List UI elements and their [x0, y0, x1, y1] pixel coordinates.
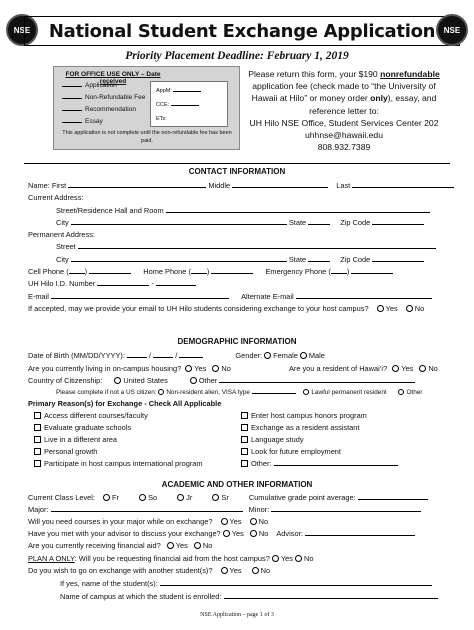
female-radio[interactable]	[264, 352, 271, 359]
middle-name-label: Middle	[208, 181, 231, 190]
ets-field	[156, 116, 167, 122]
office-email: uhhnse@hawaii.edu	[304, 130, 383, 141]
us-label: United States	[123, 376, 168, 385]
female-label: Female	[273, 351, 298, 360]
reason-honors	[241, 411, 367, 420]
permanent-zip-field[interactable]	[372, 255, 424, 262]
reason-label: Language study	[251, 435, 304, 444]
other-citizenship-radio[interactable]	[190, 377, 197, 384]
other-status-radio[interactable]	[398, 389, 404, 395]
plan-a-row	[28, 554, 313, 563]
return-text-bold: only	[370, 93, 388, 104]
dob-month-field[interactable]	[127, 351, 147, 358]
minor-label: Minor:	[248, 505, 270, 514]
office-use-box	[53, 66, 240, 150]
advisor-yes-radio[interactable]	[223, 530, 230, 537]
campus-enrolled-field[interactable]	[224, 592, 438, 599]
office-phone: 808.932.7389	[317, 142, 371, 153]
sr-label: Sr	[221, 493, 229, 502]
return-text-bold: nonrefundable	[380, 69, 440, 79]
yes-label: Yes	[229, 517, 242, 526]
city-label: City	[56, 218, 69, 227]
no-label: No	[428, 364, 438, 373]
fr-label: Fr	[112, 493, 119, 502]
current-city-field[interactable]	[71, 218, 287, 225]
major-label: Major:	[28, 505, 49, 514]
logo-text: NSE	[443, 25, 461, 35]
uh-id-label: UH Hilo I.D. Number	[28, 279, 96, 288]
on-campus-no-radio[interactable]	[212, 365, 219, 372]
divider	[24, 163, 450, 164]
zip-label: Zip Code	[340, 255, 371, 264]
other-status-label: Other	[406, 389, 423, 396]
visa-type-field[interactable]	[252, 388, 296, 394]
advisor-row	[28, 529, 415, 538]
plan-a-question: : Will you be requesting financial aid from the host campus?	[74, 554, 270, 563]
plan-a-no-radio[interactable]	[295, 555, 302, 562]
office-item-fee	[62, 94, 145, 101]
page-footer: NSE Application – page 1 of 3	[200, 612, 274, 618]
phone-row: Cell Phone ( ) Home Phone ( ) Emergency Phone ( )	[28, 267, 393, 276]
resident-question: Are you a resident of Hawai’i?	[288, 364, 388, 373]
class-level-label: Current Class Level:	[28, 493, 95, 502]
office-item-application	[62, 82, 117, 89]
male-radio[interactable]	[300, 352, 307, 359]
reason-checkbox[interactable]	[34, 424, 41, 431]
state-label: State	[288, 218, 307, 227]
advisor-field[interactable]	[305, 529, 415, 536]
dob-gender-row: Date of Birth (MM/DD/YYYY): / / Gender: Female Male	[28, 351, 325, 360]
current-street-field[interactable]	[166, 206, 430, 213]
plan-a-yes-radio[interactable]	[272, 555, 279, 562]
street-residence-label: Street/Residence Hall and Room	[56, 206, 164, 215]
home-phone-label: Home Phone	[143, 267, 187, 276]
name-row	[28, 181, 454, 190]
student-names-label: If yes, name of the student(s):	[60, 579, 158, 588]
advisor-no-radio[interactable]	[250, 530, 257, 537]
yes-label: Yes	[401, 364, 414, 373]
alt-email-label: Alternate E-mail	[241, 292, 294, 301]
office-item-label: Non-Refundable Fee	[85, 94, 146, 101]
zip-label: Zip Code	[340, 218, 371, 227]
reason-label: Enter host campus honors program	[251, 411, 367, 420]
yes-label: Yes	[229, 566, 242, 575]
permanent-street-row	[56, 242, 436, 251]
advisor-question: Have you met with your advisor to discuss your exchange?	[28, 529, 221, 538]
last-name-label: Last	[336, 181, 351, 190]
yes-label: Yes	[231, 529, 244, 538]
fr-radio[interactable]	[103, 494, 110, 501]
emergency-area-field[interactable]	[331, 267, 347, 274]
office-item-label: Application	[85, 82, 117, 89]
major-field[interactable]	[51, 505, 243, 512]
reason-grad-schools	[34, 423, 131, 432]
reason-checkbox[interactable]	[241, 436, 248, 443]
housing-row	[28, 364, 438, 373]
other-citizenship-field[interactable]	[219, 376, 415, 383]
emergency-phone-label: Emergency Phone	[265, 267, 327, 276]
lawful-resident-radio[interactable]	[303, 389, 309, 395]
city-label: City	[56, 255, 69, 264]
ets-label: ETs:	[156, 116, 167, 122]
major-courses-question: Will you need courses in your major while on exchange?	[28, 517, 213, 526]
reason-other-field[interactable]	[274, 459, 398, 466]
dob-year-field[interactable]	[179, 351, 203, 358]
permanent-address-label: Permanent Address:	[28, 230, 95, 239]
so-label: So	[148, 493, 158, 502]
nonresident-label: Non-resident alien, VISA type	[166, 389, 250, 396]
deadline-text: Priority Placement Deadline: February 1, 2019	[125, 50, 349, 62]
reason-checkbox[interactable]	[241, 448, 248, 455]
current-city-row	[56, 218, 424, 227]
reason-checkbox[interactable]	[34, 460, 41, 467]
first-name-label: Name: First	[28, 181, 67, 190]
header-banner	[24, 16, 460, 46]
no-label: No	[414, 304, 425, 313]
first-name-field[interactable]	[68, 181, 206, 188]
reason-checkbox[interactable]	[241, 460, 248, 467]
consent-no-radio[interactable]	[406, 305, 413, 312]
cce-field	[156, 102, 199, 108]
return-text: application fee (check made to “the University of Hawaii at Hilo” or money order	[251, 81, 436, 104]
lawful-resident-label: Lawful permanent resident	[311, 389, 387, 396]
cell-area-field[interactable]	[69, 267, 85, 274]
reason-label: Personal growth	[44, 447, 98, 456]
permanent-street-field[interactable]	[78, 242, 436, 249]
financial-aid-row	[28, 541, 212, 550]
reason-label: Other:	[251, 459, 272, 468]
so-radio[interactable]	[139, 494, 146, 501]
reason-checkbox[interactable]	[241, 412, 248, 419]
jr-radio[interactable]	[177, 494, 184, 501]
reason-checkbox[interactable]	[34, 448, 41, 455]
current-zip-field[interactable]	[372, 218, 424, 225]
cce-label: CCE:	[156, 102, 170, 108]
yes-label: Yes	[385, 304, 398, 313]
reason-label: Exchange as a resident assistant	[251, 423, 360, 432]
contact-section-title: CONTACT INFORMATION	[188, 167, 286, 176]
jr-label: Jr	[186, 493, 193, 502]
resident-yes-radio[interactable]	[392, 365, 399, 372]
reason-label: Evaluate graduate schools	[44, 423, 132, 432]
resident-no-radio[interactable]	[419, 365, 426, 372]
reason-courses	[34, 411, 148, 420]
reason-label: Look for future employment	[251, 447, 341, 456]
current-state-field[interactable]	[308, 218, 330, 225]
financial-aid-question: Are you currently receiving financial aid?	[28, 541, 161, 550]
office-use-title: FOR OFFICE USE ONLY – Date received	[65, 71, 161, 85]
permanent-state-field[interactable]	[308, 255, 330, 262]
email-label: E-mail	[28, 292, 49, 301]
middle-name-field[interactable]	[232, 181, 328, 188]
student-names-field[interactable]	[160, 579, 432, 586]
cell-phone-label: Cell Phone	[28, 267, 65, 276]
major-minor-row	[28, 505, 421, 514]
appm-field	[156, 88, 201, 94]
office-item-label: Essay	[85, 118, 103, 125]
office-item-label: Recommendation	[85, 106, 136, 113]
financial-aid-no-radio[interactable]	[194, 542, 201, 549]
uh-id-field[interactable]	[97, 279, 149, 286]
page-title: National Student Exchange Application	[48, 20, 436, 42]
reason-checkbox[interactable]	[241, 424, 248, 431]
email-consent-question: If accepted, may we provide your email to UH Hilo students considering exchange to your host campus?	[28, 304, 369, 313]
non-us-note: Please complete if not a US citizen:	[56, 389, 157, 396]
uh-id-suffix-field[interactable]	[156, 279, 196, 286]
street-label: Street	[56, 242, 76, 251]
reason-different-area	[34, 435, 117, 444]
with-student-yes-radio[interactable]	[221, 567, 228, 574]
with-student-no-radio[interactable]	[252, 567, 259, 574]
major-courses-no-radio[interactable]	[250, 518, 257, 525]
emergency-phone-field[interactable]	[351, 267, 393, 274]
dob-day-field[interactable]	[153, 351, 173, 358]
reason-checkbox[interactable]	[34, 436, 41, 443]
gpa-label: Cumulative grade point average:	[248, 493, 356, 502]
us-radio[interactable]	[114, 377, 121, 384]
no-label: No	[202, 541, 213, 550]
minor-field[interactable]	[271, 505, 421, 512]
reason-language-study	[241, 435, 304, 444]
yes-label: Yes	[280, 554, 293, 563]
on-campus-yes-radio[interactable]	[185, 365, 192, 372]
office-item-recommendation	[62, 106, 136, 113]
last-name-field[interactable]	[352, 181, 454, 188]
sr-radio[interactable]	[212, 494, 219, 501]
reason-personal-growth	[34, 447, 97, 456]
no-label: No	[258, 517, 269, 526]
gender-label: Gender:	[235, 351, 263, 360]
office-item-essay	[62, 118, 103, 125]
reason-label: Live in a different area	[44, 435, 117, 444]
male-label: Male	[308, 351, 325, 360]
office-note: This application is not complete until the non-refundable fee has been paid.	[62, 130, 232, 144]
reason-international-program	[34, 459, 203, 468]
permanent-city-field[interactable]	[71, 255, 287, 262]
yes-label: Yes	[175, 541, 188, 550]
return-text: ), essay, and reference letter to:	[309, 93, 437, 116]
financial-aid-yes-radio[interactable]	[167, 542, 174, 549]
with-student-question: Do you wish to go on exchange with another student(s)?	[28, 566, 213, 575]
cell-phone-field[interactable]	[89, 267, 131, 274]
dob-label: Date of Birth (MM/DD/YYYY):	[28, 351, 125, 360]
no-label: No	[221, 364, 231, 373]
home-phone-field[interactable]	[211, 267, 253, 274]
current-address-label: Current Address:	[28, 193, 84, 202]
home-area-field[interactable]	[191, 267, 207, 274]
reason-label: Access different courses/faculty	[44, 411, 148, 420]
nonresident-radio[interactable]	[158, 389, 164, 395]
return-text: Please return this form, your $190	[248, 69, 381, 79]
current-street-row	[56, 206, 430, 215]
logo-text: NSE	[13, 25, 31, 35]
major-courses-yes-radio[interactable]	[221, 518, 228, 525]
appm-label: AppM:	[156, 88, 172, 94]
email-row	[28, 292, 432, 301]
gpa-field[interactable]	[358, 493, 428, 500]
on-campus-question: Are you currently living in on-campus housing?	[28, 364, 182, 373]
email-field[interactable]	[51, 292, 229, 299]
no-label: No	[260, 566, 271, 575]
appm-box	[150, 81, 228, 127]
campus-enrolled-row	[60, 592, 438, 601]
class-level-row	[28, 493, 428, 502]
yes-label: Yes	[194, 364, 207, 373]
uh-id-row: UH Hilo I.D. Number -	[28, 279, 196, 288]
demographic-section-title: DEMOGRAPHIC INFORMATION	[177, 337, 297, 346]
non-us-row	[56, 388, 422, 396]
reasons-title: Primary Reason(s) for Exchange - Check All Applicable	[28, 399, 222, 408]
advisor-label: Advisor:	[276, 529, 304, 538]
office-address: UH Hilo NSE Office, Student Services Center 202	[249, 117, 439, 128]
no-label: No	[258, 529, 269, 538]
alt-email-field[interactable]	[296, 292, 432, 299]
major-courses-row	[28, 517, 268, 526]
return-instructions	[246, 68, 442, 153]
student-names-row	[60, 579, 432, 588]
reason-resident-assistant	[241, 423, 359, 432]
state-label: State	[288, 255, 307, 264]
plan-a-label: PLAN A ONLY	[28, 554, 75, 563]
reason-checkbox[interactable]	[34, 412, 41, 419]
no-label: No	[304, 554, 314, 563]
campus-enrolled-label: Name of campus at which the student is enrolled:	[60, 592, 222, 601]
permanent-city-row	[56, 255, 424, 264]
exchange-with-student-row	[28, 566, 270, 575]
nse-logo-right	[436, 14, 468, 46]
citizenship-row	[28, 376, 415, 385]
reason-other	[241, 459, 398, 468]
citizenship-label: Country of Citizenship:	[28, 376, 103, 385]
reason-employment	[241, 447, 341, 456]
other-label: Other	[198, 376, 218, 385]
consent-yes-radio[interactable]	[377, 305, 384, 312]
academic-section-title: ACADEMIC AND OTHER INFORMATION	[161, 480, 313, 489]
email-consent-row	[28, 304, 424, 313]
reason-label: Participate in host campus international program	[44, 459, 203, 468]
